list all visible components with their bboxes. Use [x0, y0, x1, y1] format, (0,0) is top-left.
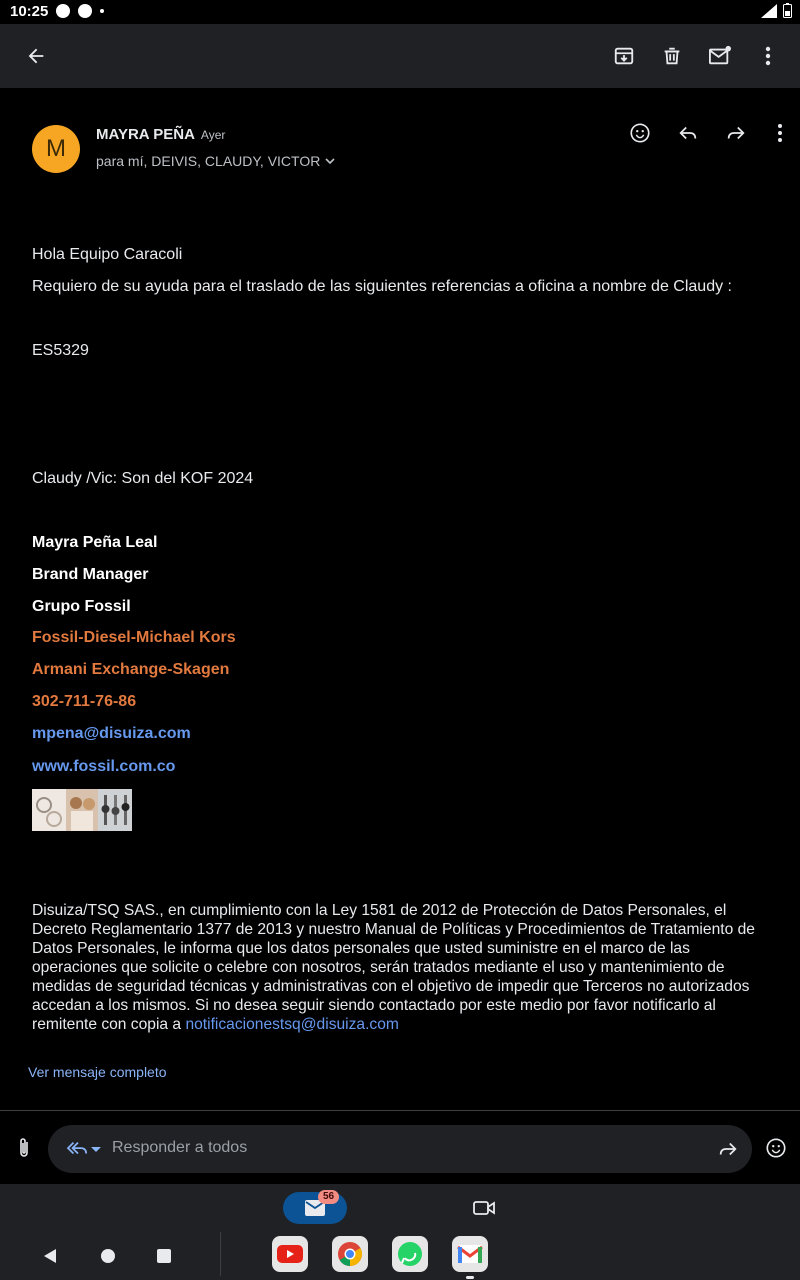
email-time: Ayer [200, 128, 226, 142]
back-arrow-icon[interactable] [20, 40, 52, 72]
disclaimer-text: Disuiza/TSQ SAS., en cumplimiento con la Ley 1581 de 2012 de Protección de Datos Personales, el Decreto Reglamentario 1377 de 2013 y nuestro Manual de Políticas y Procedimientos de Tratamiento de Datos Personales, le informa que los datos personales que usted suministre en el marco de las operaciones que solicite o celebre con nosotros, serán tratados mediante el uso y mantenimiento de medidas de seguridad técnicas y administrativas con el objetivo de impedir que Terceros no autorizados accedan a los mismos. Si no desea seguir siendo contactado por este medio por favor notificarlo al remitente con copia a [32, 902, 755, 1033]
signature-role: Brand Manager [32, 566, 149, 583]
forward-shortcut-icon[interactable] [716, 1137, 740, 1161]
chrome-app-icon[interactable] [332, 1236, 368, 1272]
youtube-app-icon[interactable] [272, 1236, 308, 1272]
signature-website-link[interactable]: www.fossil.com.co [32, 758, 176, 775]
active-app-indicator [466, 1276, 474, 1279]
reference-text: ES5329 [32, 342, 89, 359]
gmail-app-icon[interactable] [452, 1236, 488, 1272]
reply-mode-selector[interactable] [62, 1137, 106, 1161]
mark-unread-icon[interactable] [704, 40, 736, 72]
recipients-toggle[interactable] [96, 153, 336, 169]
view-full-message-link[interactable]: Ver mensaje completo [28, 1064, 167, 1080]
signal-icon [761, 4, 777, 18]
nav-recents-button[interactable] [152, 1244, 176, 1268]
taskbar-divider [220, 1232, 221, 1276]
nav-recents-icon [156, 1248, 172, 1264]
more-notifications-dot-icon [100, 9, 104, 13]
avatar[interactable]: M [32, 125, 80, 173]
reply-placeholder: Responder a todos [112, 1139, 248, 1156]
delete-icon[interactable] [656, 40, 688, 72]
attach-icon[interactable] [12, 1136, 36, 1160]
video-camera-icon [472, 1199, 496, 1217]
signature-brands-1: Fossil-Diesel-Michael Kors [32, 629, 236, 646]
nav-back-button[interactable] [38, 1244, 62, 1268]
chevron-down-icon [324, 155, 336, 167]
status-bar [0, 0, 800, 24]
reply-all-input[interactable] [48, 1125, 752, 1173]
nav-home-icon [100, 1248, 116, 1264]
whatsapp-app-icon[interactable] [392, 1236, 428, 1272]
message-more-icon[interactable] [764, 117, 796, 149]
legal-disclaimer [32, 901, 772, 1034]
mail-badge: 56 [318, 1190, 339, 1204]
nav-back-icon [42, 1248, 58, 1264]
signature-email-link[interactable]: mpena@disuiza.com [32, 725, 191, 742]
emoji-icon[interactable] [764, 1136, 788, 1160]
dropdown-arrow-icon [90, 1144, 102, 1154]
email-content [0, 88, 800, 1110]
reply-icon[interactable] [672, 117, 704, 149]
signature-phone[interactable]: 302-711-76-86 [32, 693, 137, 710]
forward-icon[interactable] [720, 117, 752, 149]
signature-company: Grupo Fossil [32, 598, 131, 615]
battery-icon [783, 3, 792, 18]
sender-name: MAYRA PEÑA [96, 126, 195, 143]
disclaimer-email-link[interactable]: notificacionestsq@disuiza.com [185, 1016, 399, 1033]
signature-brands-2: Armani Exchange-Skagen [32, 661, 230, 678]
archive-icon[interactable] [608, 40, 640, 72]
status-time: 10:25 [10, 3, 49, 20]
request-text: Requiero de su ayuda para el traslado de las siguientes referencias a oficina a nombre de Claudy : [32, 278, 732, 295]
notification-app-icon [56, 4, 70, 18]
emoji-reaction-icon[interactable] [624, 117, 656, 149]
more-vert-icon[interactable] [752, 40, 784, 72]
signature-banner-image[interactable] [32, 789, 132, 831]
signature-name: Mayra Peña Leal [32, 534, 158, 551]
app-bar [0, 24, 800, 88]
chat-notification-icon [78, 4, 92, 18]
nav-home-button[interactable] [96, 1244, 120, 1268]
meet-tab[interactable] [470, 1196, 498, 1220]
system-taskbar [0, 1184, 800, 1280]
recipients-text: para mí, DEIVIS, CLAUDY, VICTOR [96, 153, 321, 169]
greeting-text: Hola Equipo Caracoli [32, 246, 183, 263]
sender-line [96, 126, 225, 143]
note-text: Claudy /Vic: Son del KOF 2024 [32, 470, 254, 487]
reply-area [0, 1110, 800, 1185]
reply-all-icon [66, 1139, 90, 1159]
